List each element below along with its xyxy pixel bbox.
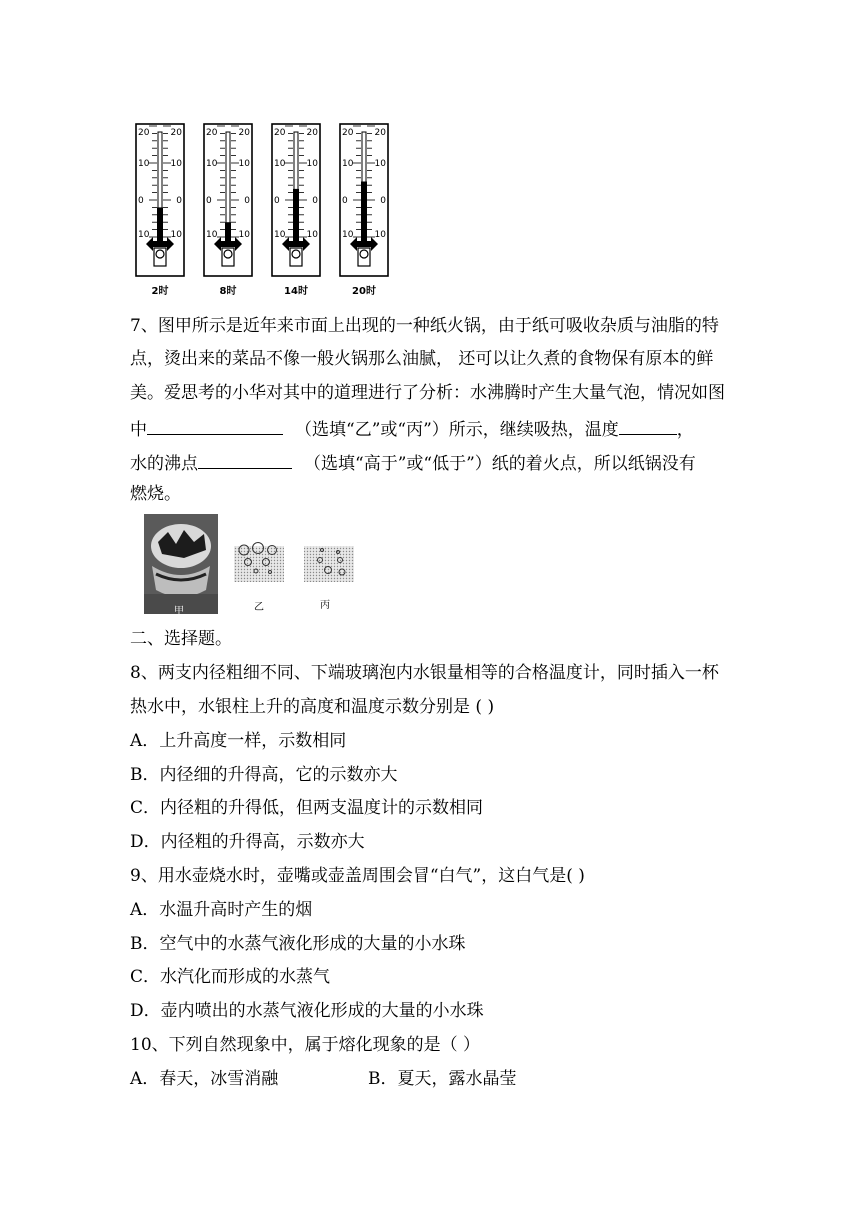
thermometers-svg	[128, 116, 398, 302]
thermometer-bulb-1	[224, 250, 232, 258]
q8-line-1: 8、两支内径粗细不同、下端玻璃泡内水银量相等的合格温度计，同时插入一杯	[130, 663, 719, 683]
scale-label-right-1-1: 10	[238, 159, 250, 169]
q7-line-2: 点，烫出来的菜品不像一般火锅那么油腻， 还可以让久煮的食物保有原本的鲜	[130, 349, 714, 369]
scale-label-right-2-0: 20	[306, 128, 318, 138]
scale-label-left-1-0: 20	[206, 128, 218, 138]
caption-bing: 丙	[320, 600, 330, 611]
q8-option-c[interactable]: C．内径粗的升得低，但两支温度计的示数相同	[130, 798, 484, 818]
q7-line5-rest: （选填“高于”或“低于”）纸的着火点，所以纸锅没有	[304, 454, 696, 474]
q8-line-2: 热水中，水银柱上升的高度和温度示数分别是 ( )	[130, 697, 495, 717]
thermometer-bulb-2	[292, 250, 300, 258]
thermometer-caption-2: 14时	[284, 286, 308, 297]
scale-label-right-1-3: 10	[238, 230, 250, 240]
mercury-column-0	[157, 207, 163, 244]
q10-option-a[interactable]: A．春天，冰雪消融	[130, 1069, 279, 1089]
mercury-column-2	[293, 189, 299, 244]
scale-label-left-3-0: 20	[342, 128, 354, 138]
caption-yi: 乙	[254, 602, 264, 613]
q8-option-b[interactable]: B．内径细的升得高，它的示数亦大	[130, 765, 398, 785]
scale-label-right-3-2: 0	[380, 196, 386, 206]
scale-label-right-0-2: 0	[176, 196, 182, 206]
scale-label-right-0-1: 10	[170, 159, 182, 169]
scale-label-left-0-0: 20	[138, 128, 150, 138]
thermometer-caption-1: 8时	[219, 286, 237, 297]
scale-label-right-3-1: 10	[374, 159, 386, 169]
scale-label-left-0-3: 10	[138, 230, 150, 240]
q7-line4-suffix: ，	[676, 420, 694, 440]
mercury-column-1	[225, 222, 231, 244]
thermometer-caption-3: 20时	[352, 286, 376, 297]
scale-label-right-0-0: 20	[170, 128, 182, 138]
scale-label-left-2-1: 10	[274, 159, 286, 169]
q9-option-c[interactable]: C．水汽化而形成的水蒸气	[130, 967, 331, 987]
q10-option-b[interactable]: B．夏天，露水晶莹	[368, 1069, 517, 1089]
scale-label-left-3-3: 10	[342, 230, 354, 240]
mercury-column-3	[361, 182, 367, 245]
scale-label-left-2-0: 20	[274, 128, 286, 138]
q8-option-d[interactable]: D．内径粗的升得高，示数亦大	[130, 832, 365, 852]
q7-line4-prefix: 中	[130, 420, 147, 440]
q7-line-6: 燃烧。	[130, 484, 181, 504]
scale-label-left-3-1: 10	[342, 159, 354, 169]
scale-label-right-1-0: 20	[238, 128, 250, 138]
scale-label-left-1-3: 10	[206, 230, 218, 240]
scale-label-left-1-2: 0	[206, 196, 212, 206]
paper-pot-figure	[144, 514, 364, 616]
caption-jia: 甲	[174, 606, 184, 617]
scale-label-right-3-3: 10	[374, 230, 386, 240]
q7-line5-prefix: 水的沸点	[130, 454, 198, 474]
scale-label-right-2-3: 10	[306, 230, 318, 240]
scale-label-left-3-2: 0	[342, 196, 348, 206]
answer-blank-1[interactable]	[147, 416, 283, 435]
answer-blank-3[interactable]	[198, 450, 292, 469]
scale-label-left-1-1: 10	[206, 159, 218, 169]
q10-stem: 10、下列自然现象中，属于熔化现象的是（ ）	[130, 1035, 481, 1055]
q7-line-1: 7、图甲所示是近年来市面上出现的一种纸火锅，由于纸可吸收杂质与油脂的特	[130, 316, 719, 336]
q7-line-5	[130, 450, 730, 472]
q7-line-3: 美。爱思考的小华对其中的道理进行了分析：水沸腾时产生大量气泡，情况如图	[130, 383, 725, 403]
scale-label-left-2-3: 10	[274, 230, 286, 240]
thermometer-bulb-0	[156, 250, 164, 258]
thermometer-caption-0: 2时	[151, 286, 169, 297]
thermometer-bulb-3	[360, 250, 368, 258]
q9-option-d[interactable]: D．壶内喷出的水蒸气液化形成的大量的小水珠	[130, 1001, 484, 1021]
thermometer-figure	[128, 116, 398, 302]
q9-option-a[interactable]: A．水温升高时产生的烟	[130, 900, 313, 920]
scale-label-right-2-2: 0	[312, 196, 318, 206]
scale-label-left-2-2: 0	[274, 196, 280, 206]
q9-option-b[interactable]: B．空气中的水蒸气液化形成的大量的小水珠	[130, 934, 466, 954]
scale-label-right-2-1: 10	[306, 159, 318, 169]
q7-line-4	[130, 416, 730, 438]
pre-boiling-bubbles-diagram	[304, 546, 354, 582]
scale-label-right-0-3: 10	[170, 230, 182, 240]
scale-label-right-1-2: 0	[244, 196, 250, 206]
q7-line4-middle: （选填“乙”或“丙”）所示，继续吸热，温度	[295, 420, 619, 440]
q9-stem: 9、用水壶烧水时，壶嘴或壶盖周围会冒“白气”，这白气是( )	[130, 866, 585, 886]
scale-label-left-0-1: 10	[138, 159, 150, 169]
scale-label-right-3-0: 20	[374, 128, 386, 138]
answer-blank-2[interactable]	[619, 416, 677, 435]
q8-option-a[interactable]: A．上升高度一样，示数相同	[130, 731, 347, 751]
scale-label-left-0-2: 0	[138, 196, 144, 206]
section-title: 二、选择题。	[130, 629, 232, 649]
